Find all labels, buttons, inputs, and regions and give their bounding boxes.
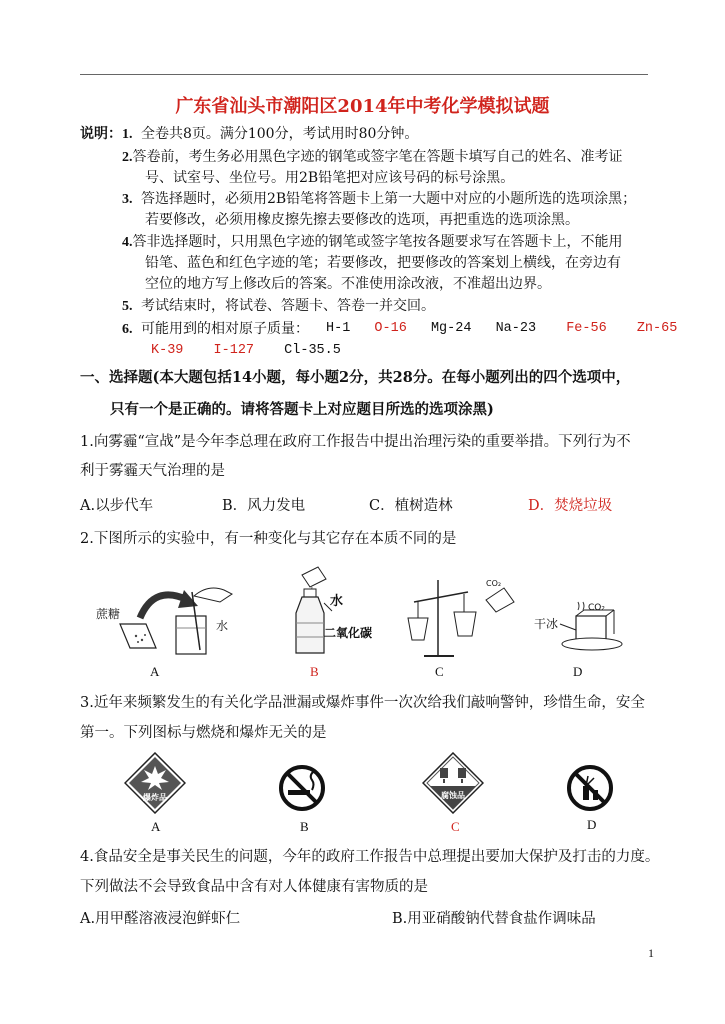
ice-edge	[576, 610, 584, 616]
note-2	[122, 147, 623, 168]
q4-option-a: A.用甲醛溶液浸泡鲜虾仁	[80, 911, 241, 927]
mass-item: K-39	[151, 343, 184, 358]
label-co2-b: 二氧化碳	[324, 626, 373, 640]
hand-shape	[194, 588, 232, 602]
bag-left	[408, 618, 428, 640]
note-text: 答卷前，考生务必用黑色字迹的钢笔或签字笔在答题卡填写自己的姓名、准考证	[132, 149, 623, 165]
mass-item: O-16	[374, 321, 407, 336]
paper-sheet-shape	[120, 624, 156, 648]
q1-option-a: A.以步代车	[80, 498, 154, 514]
label-water-b: 水	[330, 594, 344, 609]
mass-item: Fe-56	[566, 321, 607, 336]
note-number: 5.	[122, 299, 133, 314]
note-text: 答选择题时，必须用2B铅笔将答题卡上第一大题中对应的小题所选的选项涂黑；	[140, 191, 637, 207]
no-fireworks-sign-icon	[566, 764, 614, 812]
q1-option-c: C．植树造林	[369, 498, 453, 514]
sign-label-explosive: 爆炸品	[143, 793, 167, 802]
note-5	[122, 296, 435, 317]
label-dry-ice: 干冰	[534, 617, 559, 631]
question-2: 2.下图所示的实验中，有一种变化与其它存在本质不同的是	[80, 531, 457, 547]
question-4-cont: 下列做法不会导致食品中含有对人体健康有害物质的是	[80, 879, 428, 895]
note-1	[122, 124, 418, 145]
plate-shape	[562, 638, 622, 650]
q2-caption-d: D	[573, 664, 583, 679]
leader-line	[560, 624, 576, 630]
mass-list-row2	[151, 341, 341, 361]
ice-edge	[606, 610, 614, 616]
q3-caption-c: C	[451, 819, 460, 834]
question-3: 3.近年来频繁发生的有关化学品泄漏或爆炸事件一次次给我们敲响警钟，珍惜生命，安全	[80, 695, 645, 711]
q2-caption-c: C	[435, 664, 444, 679]
note-2-cont: 号、试室号、坐位号。用2B铅笔把对应该号码的标号涂黑。	[145, 170, 515, 186]
note-number: 6.	[122, 322, 133, 337]
pouring-cup	[302, 567, 326, 587]
gas-wisps	[578, 602, 584, 610]
label-water-a: 水	[216, 619, 229, 633]
label-co2-c: CO₂	[486, 579, 502, 588]
note-4	[122, 232, 623, 253]
arrow-head	[178, 590, 198, 608]
figure-balance-co2	[404, 572, 524, 660]
page-number: 1	[648, 946, 654, 960]
pouring-jar	[486, 588, 514, 612]
note-4-cont-2: 空位的地方写上修改后的答案。不准使用涂改液，不准超出边界。	[145, 276, 551, 292]
note-text: 考试结束时，将试卷、答题卡、答卷一并交回。	[140, 298, 435, 314]
notes-label: 说明：	[80, 126, 122, 142]
mass-list-row1	[326, 319, 677, 339]
section-heading: 一、选择题(本大题包括14小题，每小题2分，共28分。在每小题列出的四个选项中，	[80, 369, 631, 386]
no-smoking-sign-icon	[278, 764, 326, 812]
q1-option-b: B．风力发电	[222, 498, 306, 514]
document-title: 广东省汕头市潮阳区2014年中考化学模拟试题	[175, 96, 550, 117]
note-number: 3.	[122, 192, 133, 207]
figure-dry-ice	[530, 596, 630, 662]
note-number: 4.	[122, 235, 133, 250]
question-1-cont: 利于雾霾天气治理的是	[80, 463, 225, 479]
q1-option-d: D．焚烧垃圾	[528, 498, 613, 514]
question-1: 1.向雾霾“宣战”是今年李总理在政府工作报告中提出治理污染的重要举措。下列行为不	[80, 434, 631, 450]
mass-item: H-1	[326, 321, 351, 336]
note-3-cont: 若要修改，必须用橡皮擦先擦去要修改的选项，再把重选的选项涂黑。	[145, 212, 579, 228]
header-rule	[80, 74, 648, 75]
beaker-shape	[176, 616, 206, 654]
figure-bottle-co2	[280, 565, 390, 657]
bag-right	[454, 612, 476, 636]
note-6	[122, 319, 309, 340]
note-text: 全卷共8页。满分100分，考试用时80分钟。	[140, 126, 419, 142]
note-text: 答非选择题时，只用黑色字迹的钢笔或签字笔按各题要求写在答题卡上，不能用	[132, 234, 623, 250]
q4-option-b: B.用亚硝酸钠代替食盐作调味品	[392, 911, 596, 927]
question-4: 4.食品安全是事关民生的问题，今年的政府工作报告中总理提出要加大保护及打击的力度。	[80, 849, 660, 865]
sign-label-corrosive: 腐蚀品	[441, 791, 465, 800]
explosive-sign-icon	[124, 752, 186, 814]
mass-item: I-127	[213, 343, 255, 358]
q3-caption-d: D	[587, 817, 597, 832]
note-4-cont-1: 铅笔、蓝色和红色字迹的笔；若要修改，把要修改的答案划上横线，在旁边有	[145, 255, 621, 271]
note-number: 2.	[122, 150, 133, 165]
mass-item: Zn-65	[636, 321, 678, 336]
mass-item: Cl-35.5	[284, 343, 341, 358]
note-number: 1.	[122, 127, 133, 142]
ice-block	[576, 616, 606, 640]
label-co2-d: CO₂	[588, 603, 605, 613]
note-3	[122, 189, 636, 210]
mass-item: Mg-24	[430, 321, 472, 336]
corrosive-sign-icon	[422, 752, 484, 814]
q2-caption-b: B	[310, 664, 319, 679]
plastic-bottle	[296, 597, 324, 653]
label-sugar: 蔗糖	[96, 607, 121, 621]
balance-beam	[414, 592, 468, 602]
q3-caption-b: B	[300, 819, 309, 834]
bottle-cap	[304, 589, 316, 597]
q3-caption-a: A	[151, 819, 161, 834]
section-heading-cont: 只有一个是正确的。请将答题卡上对应题目所选的选项涂黑)	[110, 401, 494, 418]
question-3-cont: 第一。下列图标与燃烧和爆炸无关的是	[80, 725, 327, 741]
note-text: 可能用到的相对原子质量：	[140, 321, 309, 337]
figure-sugar-dissolving	[92, 578, 242, 662]
mass-item: Na-23	[495, 321, 537, 336]
q2-caption-a: A	[150, 664, 160, 679]
